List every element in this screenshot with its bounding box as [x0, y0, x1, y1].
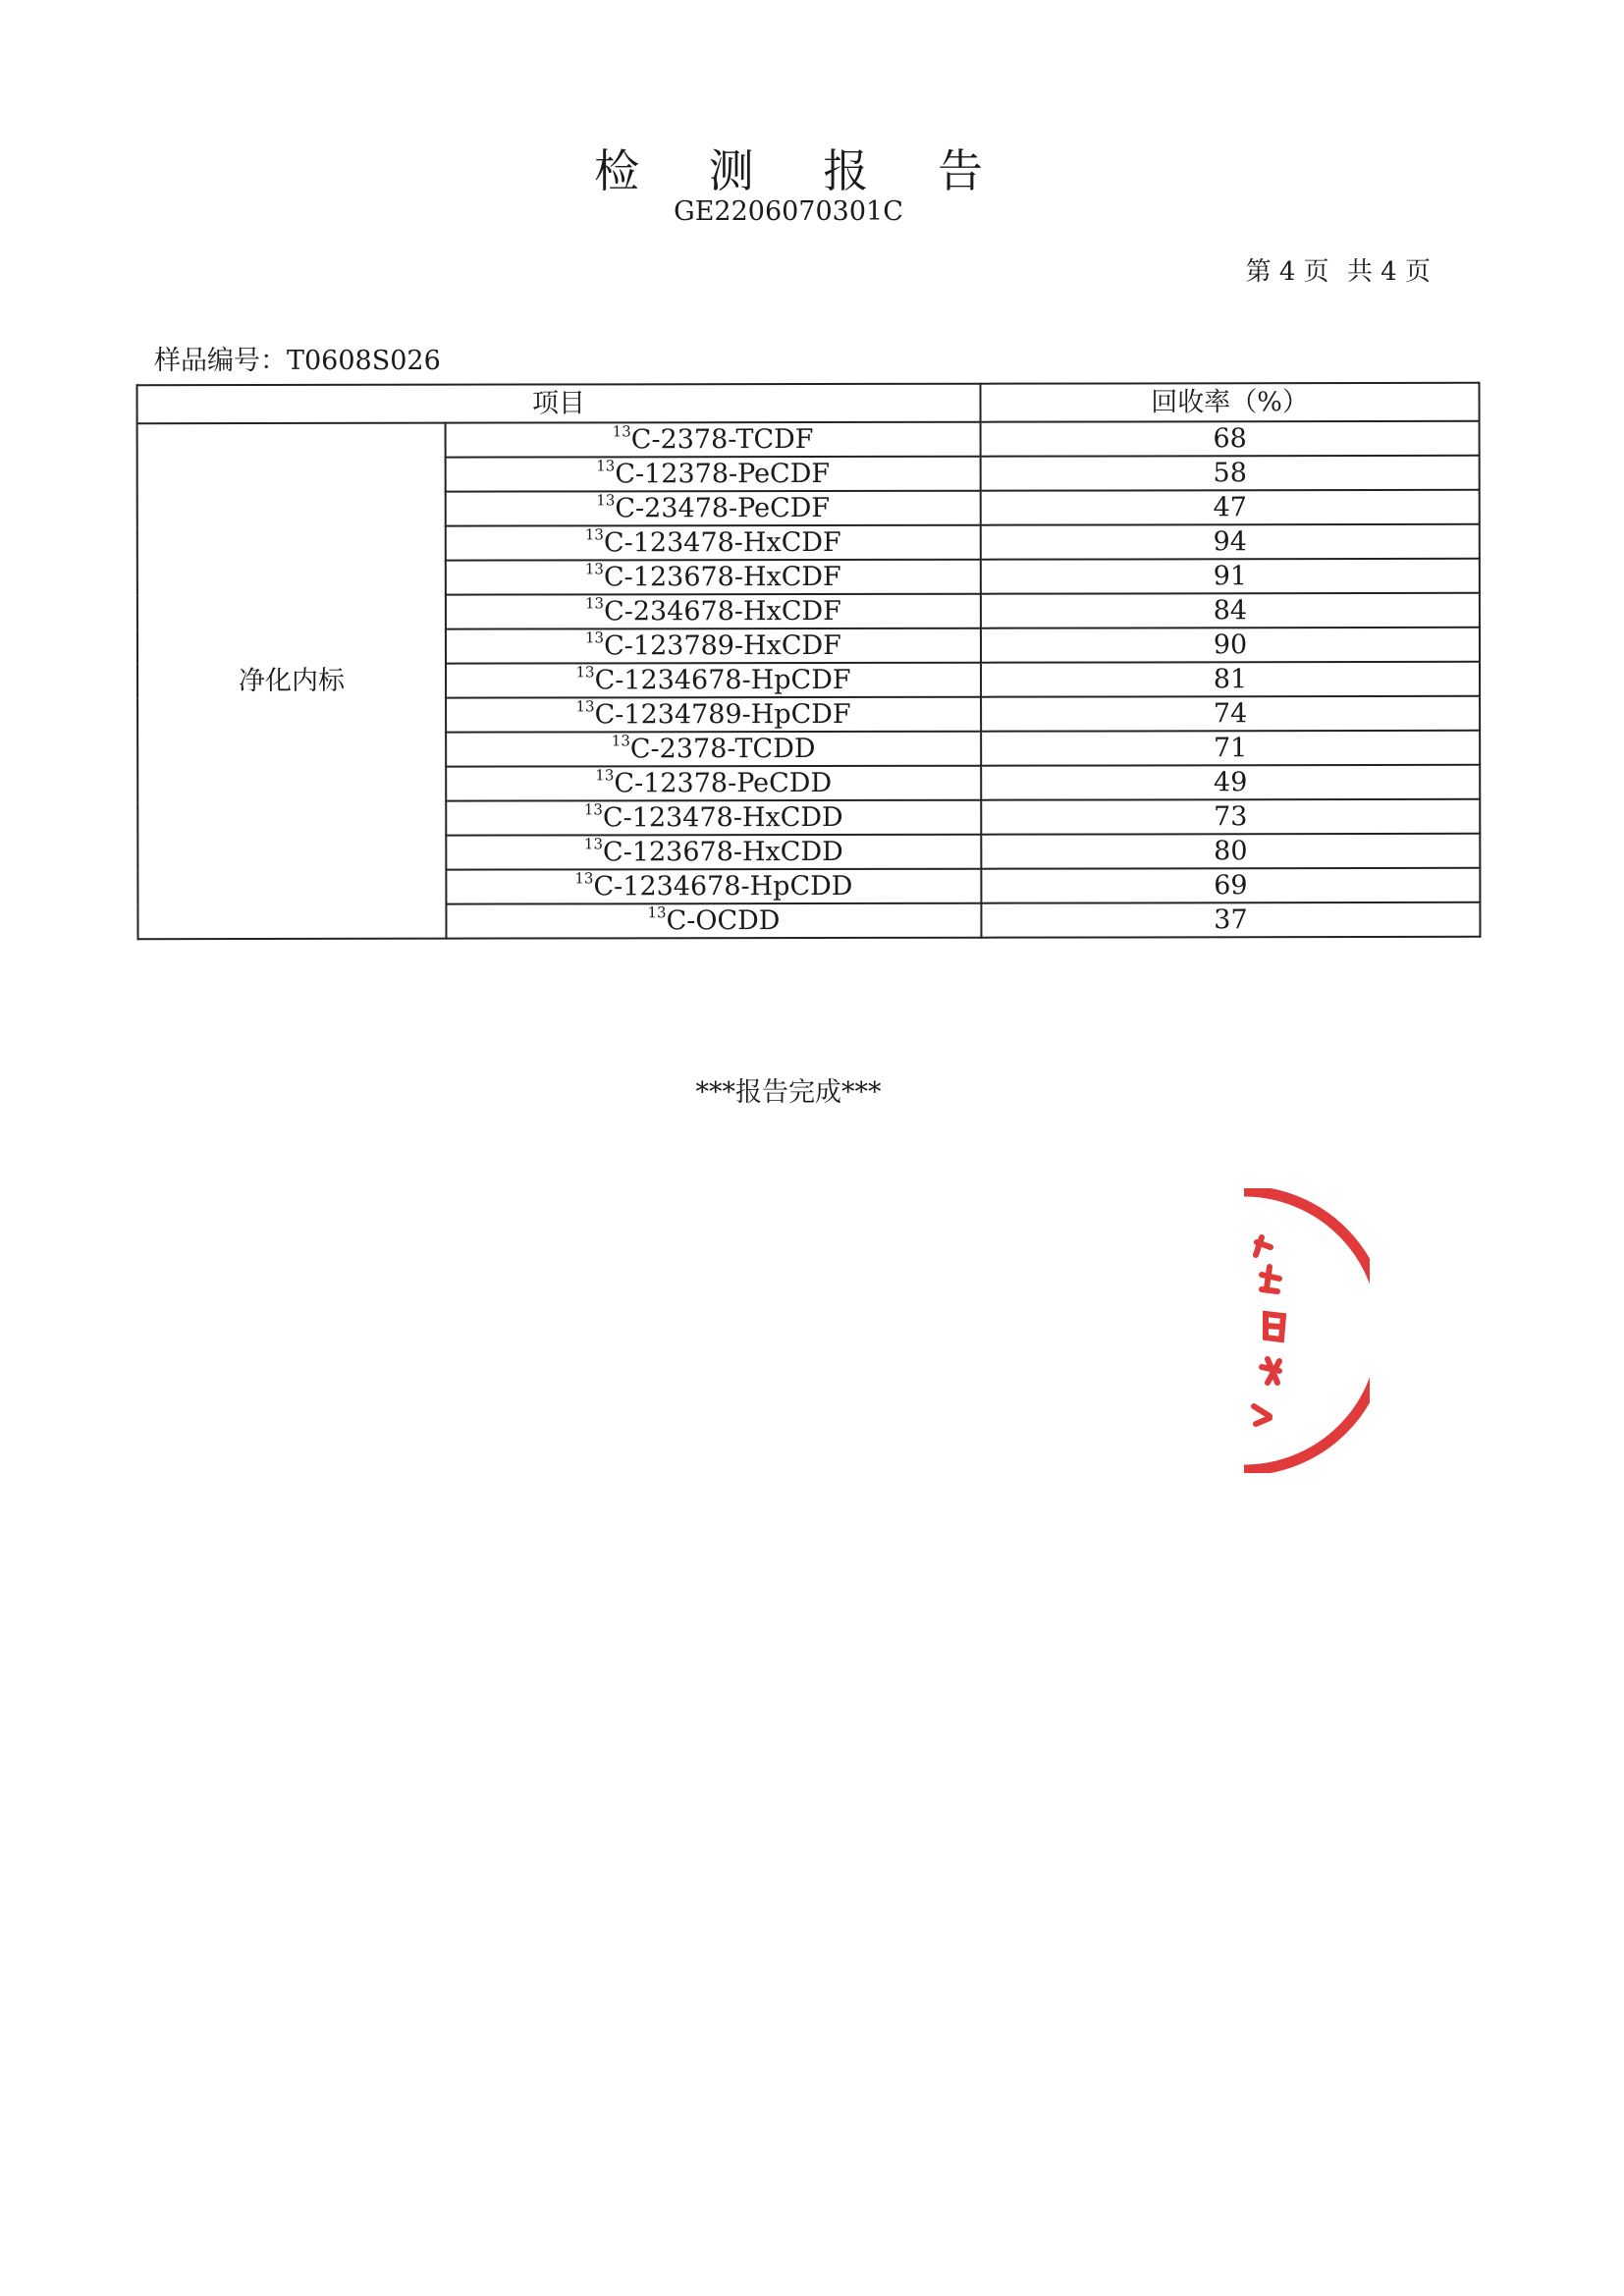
isotope-superscript: 13 [583, 800, 603, 819]
item-name: C-2378-TCDF [630, 423, 814, 456]
official-seal [1232, 1188, 1370, 1473]
isotope-superscript: 13 [595, 766, 615, 785]
isotope-superscript: 13 [612, 422, 631, 441]
isotope-superscript: 13 [584, 560, 604, 578]
title-char: 检 [594, 144, 640, 197]
isotope-superscript: 13 [574, 869, 594, 888]
isotope-superscript: 13 [575, 663, 595, 682]
item-name: C-1234678-HpCDD [593, 870, 853, 902]
recovery-rate-cell: 49 [981, 765, 1480, 800]
sample-number: 样品编号：T0608S026 [154, 346, 441, 376]
item-cell [446, 697, 981, 733]
results-table [136, 382, 1482, 940]
isotope-superscript: 13 [584, 629, 605, 647]
isotope-superscript: 13 [611, 732, 630, 750]
table-row [137, 421, 1480, 458]
item-name: C-1234678-HpCDF [594, 664, 851, 696]
title-char: 报 [823, 144, 869, 197]
item-cell [446, 800, 981, 836]
item-name: C-123478-HxCDF [603, 526, 841, 559]
item-name: C-23478-PeCDF [615, 492, 831, 524]
item-name: C-OCDD [666, 905, 781, 937]
item-cell [446, 835, 981, 870]
item-cell [446, 903, 981, 939]
recovery-rate-cell: 58 [981, 456, 1480, 491]
isotope-superscript: 13 [596, 491, 616, 510]
header-recovery-rate: 回收率（%） [981, 383, 1480, 422]
recovery-rate-cell: 81 [981, 662, 1480, 697]
item-name: C-1234789-HpCDF [594, 698, 851, 731]
recovery-rate-cell: 91 [981, 559, 1480, 594]
isotope-superscript: 13 [583, 835, 604, 853]
recovery-rate-cell: 73 [981, 799, 1480, 835]
report-title [0, 136, 1577, 200]
isotope-superscript: 13 [596, 457, 616, 475]
recovery-rate-cell: 94 [981, 524, 1480, 560]
group-label: 净化内标 [137, 423, 447, 940]
item-cell [446, 457, 981, 492]
page-total: 共 4 页 [1346, 257, 1431, 287]
recovery-rate-cell: 47 [981, 490, 1480, 525]
page-indicator [1236, 251, 1431, 288]
page-current: 第 4 页 [1245, 257, 1329, 287]
report-number: GE2206070301C [674, 196, 903, 227]
recovery-rate-cell: 69 [981, 868, 1480, 903]
item-cell [446, 663, 981, 698]
seal-characters [1254, 1237, 1283, 1424]
item-cell [446, 594, 981, 629]
item-name: C-123678-HxCDF [603, 561, 841, 593]
item-name: C-234678-HxCDF [604, 595, 841, 628]
isotope-superscript: 13 [575, 697, 595, 716]
title-char: 测 [708, 144, 754, 197]
isotope-superscript: 13 [647, 903, 667, 922]
item-cell [446, 422, 981, 458]
item-cell [446, 560, 981, 595]
recovery-rate-cell: 90 [981, 628, 1480, 663]
item-name: C-2378-TCDD [629, 733, 816, 765]
table-header-row [137, 383, 1480, 423]
recovery-rate-cell: 84 [981, 593, 1480, 629]
header-item: 项目 [137, 384, 981, 423]
recovery-rate-cell: 71 [981, 731, 1480, 766]
recovery-rate-cell: 68 [981, 421, 1480, 457]
recovery-rate-cell: 80 [981, 834, 1480, 869]
item-cell [446, 491, 981, 526]
title-char: 告 [937, 144, 983, 197]
isotope-superscript: 13 [584, 594, 605, 613]
item-cell [446, 869, 981, 904]
report-end-marker: ***报告完成*** [695, 1077, 882, 1108]
item-name: C-123478-HxCDD [602, 801, 843, 834]
item-cell [446, 766, 981, 801]
item-name: C-123789-HxCDF [604, 629, 841, 662]
item-cell [446, 732, 981, 767]
item-name: C-12378-PeCDD [614, 767, 833, 799]
recovery-rate-cell: 37 [981, 902, 1480, 938]
item-cell [446, 629, 981, 664]
item-name: C-12378-PeCDF [615, 458, 831, 490]
recovery-rate-cell: 74 [981, 696, 1480, 732]
item-cell [446, 525, 981, 561]
isotope-superscript: 13 [584, 525, 604, 544]
item-name: C-123678-HxCDD [603, 836, 843, 868]
